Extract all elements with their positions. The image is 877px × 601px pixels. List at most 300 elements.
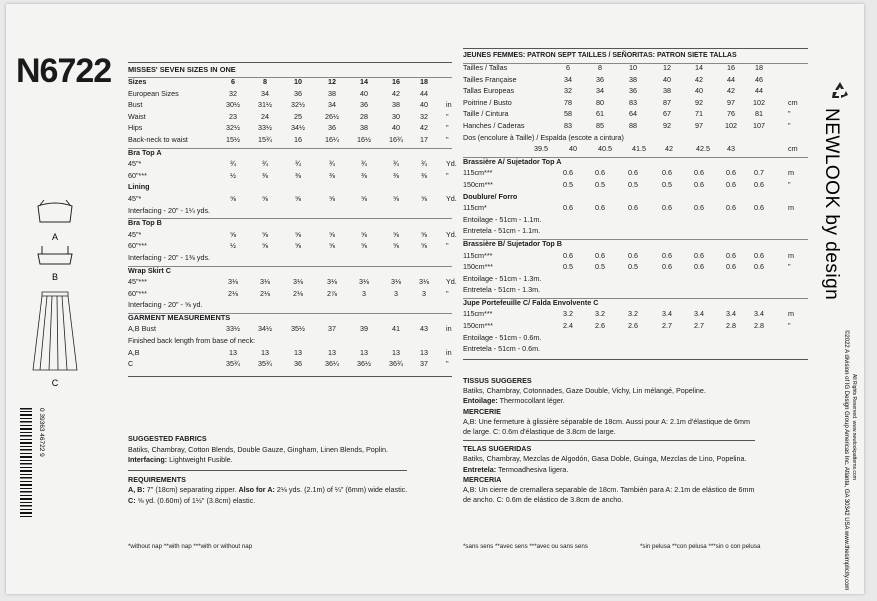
table-cell: 0.5 bbox=[563, 262, 573, 272]
table-row bbox=[463, 204, 808, 216]
table-cell: 16 bbox=[727, 63, 735, 72]
table-cell: 34 bbox=[328, 100, 336, 110]
telas-text: Batiks, Chambray, Mezclas de Algodón, Gasa Doble, Guinga, Mezclas de Lino, Popelina. bbox=[463, 454, 747, 464]
fr-footnote: *sans sens **avec sens ***avec ou sans sens bbox=[463, 543, 588, 550]
table-cell: 13 bbox=[420, 347, 428, 357]
unit-label: " bbox=[446, 123, 449, 133]
brand-logo-text: NEWLOOK by design bbox=[821, 108, 842, 301]
table-cell: 31½ bbox=[258, 100, 272, 110]
table-cell: 41 bbox=[392, 324, 400, 334]
table-cell: 12 bbox=[328, 77, 336, 86]
table-cell: 40 bbox=[569, 144, 577, 154]
table-cell: 40 bbox=[663, 74, 671, 84]
unit-label: " bbox=[446, 111, 449, 121]
table-cell: ⅝ bbox=[329, 229, 335, 239]
mercerie-title: MERCERIE bbox=[463, 406, 501, 416]
fr-es-fabrics-block bbox=[463, 376, 755, 505]
table-cell: 81 bbox=[755, 109, 763, 119]
table-cell: 34 bbox=[564, 74, 572, 84]
table-cell: 40 bbox=[392, 123, 400, 133]
table-cell: 16 bbox=[294, 134, 302, 144]
table-cell: 0.6 bbox=[694, 262, 704, 272]
table-cell: 33½ bbox=[226, 324, 240, 334]
table-cell: 10 bbox=[294, 77, 302, 86]
table-cell: 97 bbox=[727, 97, 735, 107]
table-row bbox=[128, 159, 457, 172]
table-cell: 42 bbox=[420, 123, 428, 133]
unit-label: " bbox=[788, 109, 791, 119]
table-cell: 0.6 bbox=[595, 250, 605, 260]
table-cell: 2.7 bbox=[662, 321, 672, 331]
table-cell: 36 bbox=[596, 74, 604, 84]
finished-length-note: Finished back length from base of neck: bbox=[128, 336, 256, 346]
table-cell: 24 bbox=[261, 111, 269, 121]
table-cell: 25 bbox=[294, 111, 302, 121]
brand-address: ©2022 A division of IG Design Group Americas Inc. Atlanta, GA 30342 USA www.thesimplicity.com bbox=[843, 330, 849, 591]
table-cell: 0.6 bbox=[726, 168, 736, 178]
merceria-line-1: A,B: Un cierre de cremallera separable de 18cm. También para A: 2.1m de elástico de 6mm bbox=[463, 485, 755, 495]
fr-bra-b-entretela: Entretela - 51cm - 1.3m. bbox=[463, 285, 541, 295]
table-row bbox=[128, 349, 452, 361]
table-cell: 0.6 bbox=[628, 168, 638, 178]
table-cell: 13 bbox=[360, 347, 368, 357]
english-title: MISSES' SEVEN SIZES IN ONE bbox=[128, 65, 236, 74]
table-cell: ⅜ bbox=[421, 170, 427, 180]
row-label: Taille / Cintura bbox=[463, 109, 509, 119]
tissus-text: Batiks, Chambray, Cotonnades, Gaze Double, Vichy, Lin mélangé, Popeline. bbox=[463, 386, 706, 396]
table-cell: 3⅛ bbox=[359, 277, 369, 287]
table-cell: 13 bbox=[261, 347, 269, 357]
table-cell: 8 bbox=[263, 77, 267, 86]
unit-label: " bbox=[446, 359, 449, 369]
table-cell: 34½ bbox=[291, 123, 305, 133]
table-cell: 16¼ bbox=[325, 134, 339, 144]
table-cell: 6 bbox=[566, 63, 570, 72]
view-c-label: C bbox=[51, 378, 59, 388]
es-footnote: *sin pelusa **con pelusa ***sin o con pelusa bbox=[640, 543, 761, 550]
table-cell: 34½ bbox=[258, 324, 272, 334]
table-cell: ¾ bbox=[421, 159, 427, 169]
table-cell: 3.4 bbox=[754, 309, 764, 319]
fr-bra-b-yardage bbox=[463, 252, 808, 275]
unit-label: " bbox=[446, 241, 449, 251]
table-cell: 32½ bbox=[291, 100, 305, 110]
table-cell: 39 bbox=[360, 324, 368, 334]
table-cell: 13 bbox=[328, 347, 336, 357]
bra-b-interfacing: Interfacing - 20" - 1⅜ yds. bbox=[128, 252, 211, 262]
table-cell: ⅝ bbox=[393, 193, 399, 203]
table-cell: 42 bbox=[665, 144, 673, 154]
table-cell: 64 bbox=[629, 109, 637, 119]
table-cell: ⅝ bbox=[295, 241, 301, 251]
table-cell: 16 bbox=[392, 77, 400, 86]
table-cell: 83 bbox=[629, 97, 637, 107]
table-row bbox=[463, 145, 808, 157]
row-label: Bust bbox=[128, 100, 143, 110]
dos-row bbox=[463, 145, 808, 157]
table-cell: 0.6 bbox=[754, 179, 764, 189]
table-cell: 40.5 bbox=[598, 144, 612, 154]
brand-strip bbox=[818, 80, 858, 591]
table-cell: 13 bbox=[229, 347, 237, 357]
pattern-number: N6722 bbox=[16, 52, 112, 90]
table-cell: 34 bbox=[261, 88, 269, 98]
table-cell: 16¾ bbox=[389, 134, 403, 144]
table-row bbox=[128, 78, 452, 90]
table-cell: ½ bbox=[230, 241, 236, 251]
table-cell: 14 bbox=[695, 63, 703, 72]
table-row bbox=[128, 101, 452, 113]
table-cell: ⅜ bbox=[295, 170, 301, 180]
table-cell: ¾ bbox=[393, 159, 399, 169]
row-label: A,B Bust bbox=[128, 324, 156, 334]
recycle-icon bbox=[830, 80, 850, 100]
table-row bbox=[463, 181, 808, 193]
table-cell: 2⅛ bbox=[260, 288, 270, 298]
unit-label: in bbox=[446, 100, 452, 110]
table-cell: 3⅛ bbox=[228, 277, 238, 287]
unit-label: Yd. bbox=[446, 193, 457, 203]
table-cell: 13 bbox=[294, 347, 302, 357]
table-cell: 3.4 bbox=[662, 309, 672, 319]
table-cell: 71 bbox=[695, 109, 703, 119]
table-cell: 97 bbox=[695, 120, 703, 130]
table-cell: 92 bbox=[695, 97, 703, 107]
fr-skirt-entoilage: Entoilage - 51cm - 0.6m. bbox=[463, 332, 542, 342]
unit-label: Yd. bbox=[446, 229, 457, 239]
table-cell: 36¾ bbox=[389, 359, 403, 369]
table-cell: 36 bbox=[328, 123, 336, 133]
row-label: 60"*** bbox=[128, 241, 147, 251]
barcode bbox=[20, 408, 45, 526]
table-row bbox=[128, 229, 457, 243]
suggested-fabrics-text: Batiks, Chambray, Cotton Blends, Double Gauze, Gingham, Linen Blends, Poplin. bbox=[128, 444, 388, 454]
table-cell: 33½ bbox=[258, 123, 272, 133]
table-cell: 38 bbox=[629, 74, 637, 84]
unit-label: m bbox=[788, 309, 794, 319]
table-cell: 102 bbox=[753, 97, 765, 107]
fr-bra-a-yardage bbox=[463, 169, 808, 192]
telas-entretela: Entretela: Termoadhesiva ligera. bbox=[463, 464, 569, 474]
table-cell: 42 bbox=[695, 74, 703, 84]
row-label: Waist bbox=[128, 111, 146, 121]
bra-a-interfacing: Interfacing - 20" - 1¼ yds. bbox=[128, 205, 211, 215]
table-cell: 0.6 bbox=[595, 203, 605, 213]
table-cell: 0.6 bbox=[662, 168, 672, 178]
unit-label: " bbox=[788, 321, 791, 331]
table-row bbox=[463, 263, 808, 275]
table-cell: 2⅞ bbox=[327, 288, 337, 298]
fr-bra-a-entoilage: Entoilage - 51cm - 1.1m. bbox=[463, 214, 542, 224]
table-cell: 85 bbox=[596, 120, 604, 130]
table-cell: 0.6 bbox=[694, 179, 704, 189]
view-a-sketch bbox=[38, 200, 72, 222]
table-cell: ⅜ bbox=[361, 170, 367, 180]
table-cell: 14 bbox=[360, 77, 368, 86]
table-cell: 36 bbox=[629, 86, 637, 96]
merceria-line-2: de ancho. C: 0.6m de elástico de 3.8cm de ancho. bbox=[463, 495, 624, 505]
table-cell: ⅝ bbox=[295, 193, 301, 203]
table-cell: 3.4 bbox=[694, 309, 704, 319]
table-cell: 0.6 bbox=[694, 168, 704, 178]
table-cell: 3 bbox=[394, 288, 398, 298]
table-cell: 0.6 bbox=[754, 262, 764, 272]
row-label: 45"* bbox=[128, 159, 142, 169]
requirements-title: REQUIREMENTS bbox=[128, 474, 186, 484]
table-cell: ¾ bbox=[329, 159, 335, 169]
view-b-sketch bbox=[38, 246, 72, 264]
garment-length-rows bbox=[128, 349, 452, 372]
table-cell: ¾ bbox=[230, 159, 236, 169]
row-label: 150cm*** bbox=[463, 321, 493, 331]
row-label: 45"*** bbox=[128, 277, 147, 287]
table-cell: 80 bbox=[596, 97, 604, 107]
table-cell: 44 bbox=[420, 88, 428, 98]
table-cell: 12 bbox=[663, 63, 671, 72]
unit-label: cm bbox=[788, 144, 798, 154]
unit-label: " bbox=[788, 179, 791, 189]
table-cell: 32 bbox=[420, 111, 428, 121]
row-label: Poitrine / Busto bbox=[463, 97, 512, 107]
table-cell: ½ bbox=[230, 170, 236, 180]
row-label: Hanches / Caderas bbox=[463, 120, 525, 130]
table-cell: 30 bbox=[392, 111, 400, 121]
barcode-number: 0 39363 46722 9 bbox=[38, 408, 45, 457]
table-cell: 0.5 bbox=[628, 179, 638, 189]
table-cell: ⅜ bbox=[393, 170, 399, 180]
row-label: Sizes bbox=[128, 77, 147, 86]
table-cell: 38 bbox=[328, 88, 336, 98]
fr-es-title: JEUNES FEMMES: PATRON SEPT TAILLES / SEÑORITAS: PATRON SIETE TALLAS bbox=[463, 52, 737, 59]
unit-label: Yd. bbox=[446, 277, 457, 287]
skirt-c-interfacing: Interfacing - 20" - ⅝ yd. bbox=[128, 300, 203, 310]
table-cell: ¾ bbox=[262, 159, 268, 169]
tissus-title: TISSUS SUGGERES bbox=[463, 376, 532, 385]
row-label: 115cm*** bbox=[463, 168, 493, 178]
table-cell: 0.6 bbox=[754, 203, 764, 213]
bra-b-title: Bra Top B bbox=[128, 218, 162, 228]
table-cell: ⅝ bbox=[361, 193, 367, 203]
table-cell: 42.5 bbox=[696, 144, 710, 154]
table-cell: 3⅛ bbox=[260, 277, 270, 287]
table-cell: 35¾ bbox=[258, 359, 272, 369]
table-cell: 3.4 bbox=[726, 309, 736, 319]
row-label: Tailles / Tallas bbox=[463, 63, 508, 72]
table-cell: 42 bbox=[727, 86, 735, 96]
fr-bra-b-entoilage: Entoilage - 51cm - 1.3m. bbox=[463, 273, 542, 283]
table-cell: 36½ bbox=[357, 359, 371, 369]
table-cell: ⅝ bbox=[262, 241, 268, 251]
table-row bbox=[463, 122, 808, 134]
table-cell: ⅝ bbox=[329, 241, 335, 251]
table-cell: ⅝ bbox=[393, 229, 399, 239]
table-cell: 3 bbox=[422, 288, 426, 298]
table-cell: 3.2 bbox=[595, 309, 605, 319]
unit-label: " bbox=[446, 170, 449, 180]
brand-rights: All Rights Reserved. www.newlookpatterns.com bbox=[851, 374, 857, 480]
fr-bra-a-lining-yardage bbox=[463, 204, 808, 216]
requirements-line-2: C: ⅝ yd. (0.60m) of 1½" (3.8cm) elastic. bbox=[128, 495, 256, 505]
unit-label: in bbox=[446, 324, 452, 334]
table-cell: 0.6 bbox=[595, 168, 605, 178]
table-cell: 0.6 bbox=[726, 179, 736, 189]
table-row bbox=[128, 90, 452, 102]
table-cell: 2⅛ bbox=[228, 288, 238, 298]
table-cell: 36 bbox=[360, 100, 368, 110]
row-label: 45"* bbox=[128, 229, 142, 239]
unit-label: m bbox=[788, 203, 794, 213]
fr-bra-b-title: Brassière B/ Sujetador Top B bbox=[463, 238, 562, 248]
table-cell: 3.2 bbox=[628, 309, 638, 319]
table-cell: 0.6 bbox=[563, 250, 573, 260]
bra-b-yardage bbox=[128, 229, 457, 254]
table-cell: 40 bbox=[360, 88, 368, 98]
table-cell: 0.7 bbox=[754, 168, 764, 178]
table-cell: 3⅛ bbox=[391, 277, 401, 287]
table-cell: 88 bbox=[629, 120, 637, 130]
table-cell: 0.6 bbox=[726, 262, 736, 272]
table-cell: 0.6 bbox=[628, 203, 638, 213]
table-cell: 37 bbox=[420, 359, 428, 369]
table-row bbox=[463, 64, 808, 76]
fr-bra-a-title: Brassière A/ Sujetador Top A bbox=[463, 156, 562, 166]
table-cell: ⅝ bbox=[361, 241, 367, 251]
table-cell: 0.6 bbox=[694, 250, 704, 260]
unit-label: " bbox=[446, 288, 449, 298]
table-row bbox=[128, 113, 452, 125]
fr-skirt-yardage bbox=[463, 310, 808, 333]
table-cell: ⅝ bbox=[421, 193, 427, 203]
fr-skirt-entretela: Entretela - 51cm - 0.6m. bbox=[463, 344, 541, 354]
row-label: 45"* bbox=[128, 193, 142, 203]
table-cell: 2.6 bbox=[595, 321, 605, 331]
table-cell: 18 bbox=[755, 63, 763, 72]
table-cell: 102 bbox=[725, 120, 737, 130]
bra-a-yardage bbox=[128, 159, 457, 183]
table-cell: 44 bbox=[727, 74, 735, 84]
table-cell: 58 bbox=[564, 109, 572, 119]
table-cell: ⅜ bbox=[262, 170, 268, 180]
table-cell: 16½ bbox=[357, 134, 371, 144]
interfacing-line: Interfacing: Lightweight Fusible. bbox=[128, 455, 233, 464]
table-cell: 0.6 bbox=[694, 203, 704, 213]
unit-label: in bbox=[446, 347, 452, 357]
bra-a-title: Bra Top A bbox=[128, 147, 162, 157]
table-cell: 0.6 bbox=[628, 250, 638, 260]
unit-label: " bbox=[788, 262, 791, 272]
table-cell: 67 bbox=[663, 109, 671, 119]
table-cell: 83 bbox=[564, 120, 572, 130]
table-row bbox=[128, 193, 457, 207]
fr-skirt-title: Jupe Portefeuille C/ Falda Envolvente C bbox=[463, 297, 599, 307]
table-cell: 2.4 bbox=[563, 321, 573, 331]
table-cell: 36 bbox=[294, 88, 302, 98]
brand-logo bbox=[818, 104, 858, 591]
table-cell: 26½ bbox=[325, 111, 339, 121]
table-cell: 17 bbox=[420, 134, 428, 144]
table-cell: ⅝ bbox=[421, 241, 427, 251]
row-label: 115cm*** bbox=[463, 309, 493, 319]
table-cell: 0.5 bbox=[628, 262, 638, 272]
table-cell: ⅝ bbox=[295, 229, 301, 239]
table-cell: 87 bbox=[663, 97, 671, 107]
barcode-bars bbox=[20, 408, 45, 526]
table-cell: 3⅛ bbox=[327, 277, 337, 287]
row-label: Hips bbox=[128, 123, 143, 133]
row-label: 60"*** bbox=[128, 288, 147, 298]
table-cell: ⅝ bbox=[262, 193, 268, 203]
table-cell: ¾ bbox=[295, 159, 301, 169]
table-cell: 107 bbox=[753, 120, 765, 130]
row-label: Back-neck to waist bbox=[128, 134, 188, 144]
skirt-c-yardage bbox=[128, 277, 457, 301]
table-cell: 46 bbox=[755, 74, 763, 84]
table-cell: 36 bbox=[294, 359, 302, 369]
table-row bbox=[463, 322, 808, 334]
table-cell: 44 bbox=[755, 86, 763, 96]
english-sizes-table bbox=[128, 78, 452, 148]
english-chart bbox=[128, 62, 457, 377]
table-cell: 30½ bbox=[226, 100, 240, 110]
requirements-line-1: A, B: 7" (18cm) separating zipper. Also for A: 2⅛ yds. (2.1m) of ¼" (6mm) wide elastic. bbox=[128, 485, 408, 494]
table-cell: ⅝ bbox=[393, 241, 399, 251]
table-cell: 76 bbox=[727, 109, 735, 119]
row-label: European Sizes bbox=[128, 88, 179, 98]
bra-a-lining-yardage bbox=[128, 193, 457, 207]
fr-bra-a-entretela: Entretela - 51cm - 1.1m. bbox=[463, 226, 541, 236]
view-a-label: A bbox=[51, 232, 59, 242]
table-cell: 2.6 bbox=[628, 321, 638, 331]
table-cell: 43 bbox=[727, 144, 735, 154]
table-cell: ⅝ bbox=[230, 229, 236, 239]
suggested-fabrics-title: SUGGESTED FABRICS bbox=[128, 434, 207, 443]
row-label: 115cm* bbox=[463, 203, 487, 213]
english-title-row bbox=[128, 63, 452, 77]
unit-label: cm bbox=[788, 97, 798, 107]
fr-bra-a-lining-title: Doublure/ Forro bbox=[463, 191, 518, 201]
table-cell: 15½ bbox=[226, 134, 240, 144]
english-fabrics-block bbox=[128, 434, 407, 506]
table-row bbox=[128, 172, 452, 184]
table-cell: 36¼ bbox=[325, 359, 339, 369]
view-b-label: B bbox=[51, 272, 59, 282]
table-cell: 0.5 bbox=[563, 179, 573, 189]
table-cell: ¾ bbox=[361, 159, 367, 169]
table-cell: 13 bbox=[392, 347, 400, 357]
table-cell: 2.8 bbox=[754, 321, 764, 331]
table-row bbox=[128, 277, 457, 290]
fr-es-sizes-table bbox=[463, 64, 808, 134]
table-cell: 2⅛ bbox=[293, 288, 303, 298]
english-footnote: *without nap **with nap ***with or without nap bbox=[128, 543, 253, 550]
table-cell: 39.5 bbox=[534, 144, 548, 154]
table-cell: 0.6 bbox=[754, 250, 764, 260]
table-cell: 0.6 bbox=[662, 262, 672, 272]
row-label: 150cm*** bbox=[463, 262, 493, 272]
merceria-title: MERCERIA bbox=[463, 474, 502, 484]
table-cell: ⅝ bbox=[329, 193, 335, 203]
table-cell: 0.6 bbox=[563, 203, 573, 213]
garment-measurements-title: GARMENT MEASUREMENTS bbox=[128, 312, 231, 322]
table-cell: 61 bbox=[596, 109, 604, 119]
table-cell: 78 bbox=[564, 97, 572, 107]
table-cell: 10 bbox=[629, 63, 637, 72]
table-cell: 32½ bbox=[226, 123, 240, 133]
row-label: A,B bbox=[128, 347, 140, 357]
row-label: 150cm*** bbox=[463, 179, 493, 189]
table-cell: 41.5 bbox=[632, 144, 646, 154]
table-cell: 40 bbox=[420, 100, 428, 110]
